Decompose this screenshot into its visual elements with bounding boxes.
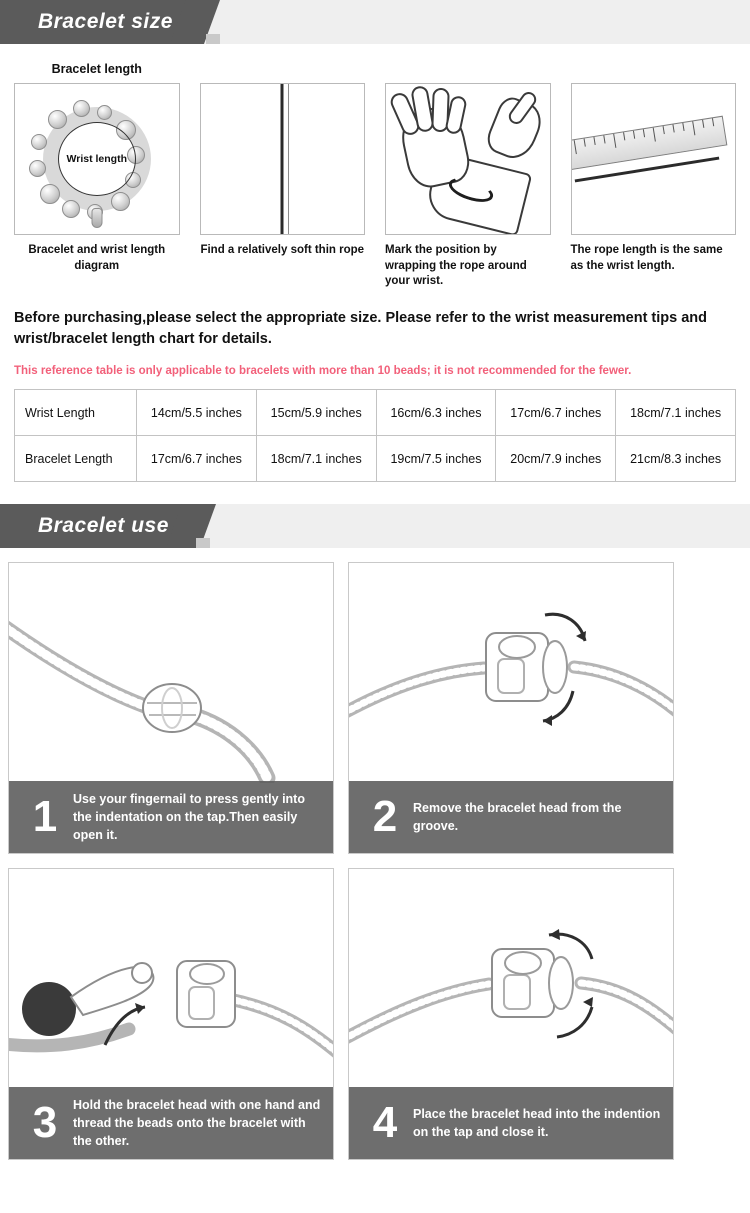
ruler-icon [572, 84, 736, 234]
ruler-shape [571, 116, 727, 171]
table-cell: 18cm/7.1 inches [616, 390, 736, 436]
bracelet-diagram-icon [15, 84, 179, 234]
measure-step-4 [565, 62, 743, 290]
table-row [15, 436, 736, 482]
row-header-wrist-length: Wrist Length [15, 390, 137, 436]
hand-wrist-rope-icon [386, 84, 550, 234]
measure-title-2 [200, 62, 366, 78]
reference-table-note: This reference table is only applicable to bracelets with more than 10 beads; it is not recommended for the fewer. [14, 365, 632, 378]
measure-caption-3: Mark the position by wrapping the rope around your wrist. [385, 244, 527, 288]
section-title-bracelet-use [0, 504, 199, 548]
ruler-box [571, 83, 737, 235]
table-cell: 14cm/5.5 inches [137, 390, 257, 436]
rope-shadow-line [288, 84, 289, 234]
section-title-text: Bracelet size [38, 10, 173, 33]
usage-step-caption-3 [9, 1087, 333, 1159]
measure-caption-4: The rope length is the same as the wrist length. [570, 244, 723, 272]
measure-step-2 [194, 62, 372, 290]
usage-step-caption-1 [9, 781, 333, 853]
usage-step-caption-4 [349, 1087, 673, 1159]
measure-caption-1: Bracelet and wrist length diagram [28, 244, 166, 272]
rope-icon [201, 84, 365, 234]
measure-steps-row [0, 44, 750, 290]
rope-line [281, 84, 284, 234]
measure-title-3 [385, 62, 551, 78]
section-banner-bracelet-size [0, 0, 750, 44]
step-text-1: Use your fingernail to press gently into the indentation on the tap.Then easily open it. [73, 791, 305, 843]
step-number-4: 4 [372, 1098, 398, 1148]
measure-step-1 [8, 62, 186, 290]
table-cell: 17cm/6.7 inches [137, 436, 257, 482]
measure-caption-2: Find a relatively soft thin rope [200, 244, 365, 256]
table-row [15, 390, 736, 436]
bracelet-diagram-box [14, 83, 180, 235]
table-cell: 17cm/6.7 inches [496, 390, 616, 436]
row-header-bracelet-length: Bracelet Length [15, 436, 137, 482]
usage-step-card-4 [348, 868, 674, 1160]
usage-step-caption-2 [349, 781, 673, 853]
step-number-3: 3 [32, 1098, 58, 1148]
tab-notch-decoration [206, 34, 220, 44]
table-cell: 21cm/8.3 inches [616, 436, 736, 482]
wrist-bracelet-size-table [14, 389, 736, 482]
measure-step-3 [379, 62, 557, 290]
measure-title-4 [571, 62, 737, 78]
bracelet-charm-shape [91, 208, 102, 228]
usage-step-card-3 [8, 868, 334, 1160]
step-number-1: 1 [32, 792, 58, 842]
step-text-3: Hold the bracelet head with one hand and thread the beads onto the bracelet with the other. [73, 1097, 321, 1149]
usage-steps-grid [0, 548, 750, 1160]
table-cell: 15cm/5.9 inches [256, 390, 376, 436]
table-cell: 20cm/7.9 inches [496, 436, 616, 482]
table-cell: 16cm/6.3 inches [376, 390, 496, 436]
step-text-2: Remove the bracelet head from the groove. [413, 801, 622, 834]
hand-box [385, 83, 551, 235]
purchase-intro-text: Before purchasing,please select the appropriate size. Please refer to the wrist measurement tips and wrist/bracelet length chart for details. [14, 309, 708, 348]
tab-notch-decoration [196, 538, 210, 548]
usage-step-card-2 [348, 562, 674, 854]
section-banner-bracelet-use [0, 504, 750, 548]
usage-step-card-1 [8, 562, 334, 854]
bracelet-length-label: Bracelet length [51, 62, 142, 76]
wrist-length-label: Wrist length [66, 153, 127, 165]
step-text-4: Place the bracelet head into the indention on the tap and close it. [413, 1107, 661, 1140]
table-cell: 18cm/7.1 inches [256, 436, 376, 482]
step-number-2: 2 [372, 792, 398, 842]
table-cell: 19cm/7.5 inches [376, 436, 496, 482]
section-title-text: Bracelet use [38, 514, 169, 538]
section-title-bracelet-size [0, 0, 203, 44]
rope-box [200, 83, 366, 235]
